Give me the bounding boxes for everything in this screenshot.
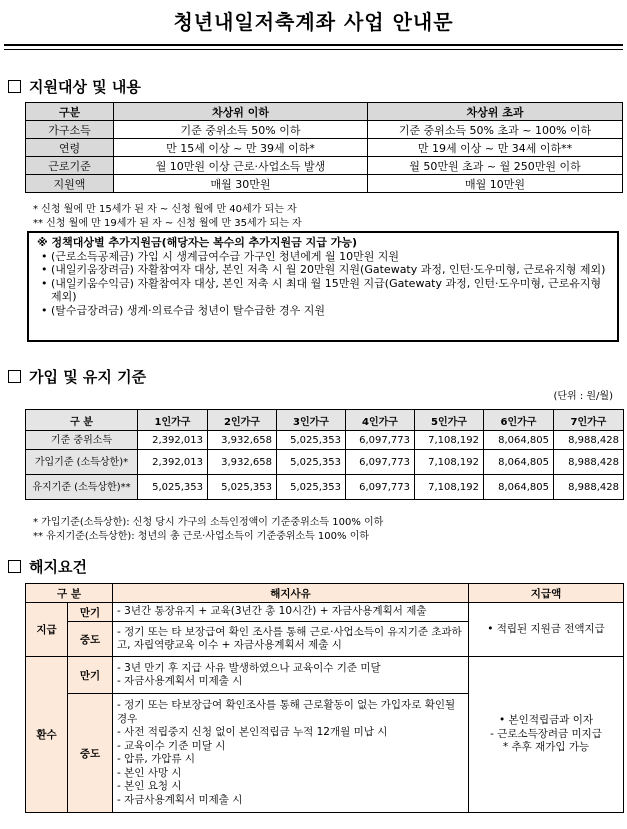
table-cell: 월 50만원 초과 ~ 월 250만원 이하 [368,157,623,175]
sub-label: 만기 [68,603,113,622]
termination-table [25,583,624,813]
table-cell: 7,108,192 [415,450,484,475]
table-cell: 3,932,658 [208,450,277,475]
table-cell: 5,025,353 [277,475,346,500]
table-cell: 3,932,658 [208,431,277,450]
table-cell: 기준 중위소득 50% 초과 ~ 100% 이하 [368,121,623,139]
table-cell: 8,064,805 [484,450,554,475]
title-rule-thick [4,44,623,46]
footnote: * 신청 월에 만 15세가 된 자 ~ 신청 월에 만 40세가 되는 자 [33,204,297,215]
section-heading-eligibility [8,76,141,97]
sub-label: 만기 [68,657,113,694]
square-bullet-icon [8,370,21,383]
income-criteria-table [25,409,624,500]
table-cell: 6,097,773 [346,450,415,475]
table-cell: 8,064,805 [484,475,554,500]
row-label: 기준 중위소득 [26,431,138,450]
table-row [26,657,624,694]
table-row [26,603,624,622]
table-cell: 월 10만원 이상 근로·사업소득 발생 [114,157,368,175]
table-header-cell: 5인가구 [415,410,484,431]
table-header-cell: 차상위 초과 [368,103,623,121]
section-heading-text: 지원대상 및 내용 [29,78,141,96]
table-header-row [26,410,624,431]
table-row [26,175,623,193]
table-row [26,157,623,175]
table-cell: 만 19세 이상 ~ 만 34세 이하** [368,139,623,157]
box-item: • (내일키움장려금) 자활참여자 대상, 본인 저축 시 월 20만원 지원(Gatewaty 과정, 인턴·도우미형, 근로유지형 제외) [41,263,606,276]
section-heading-text: 해지요건 [29,558,87,576]
box-item: • (탈수급장려금) 생계·의료수급 청년이 탈수급한 경우 지원 [41,303,325,317]
table-header-cell: 구 분 [26,584,113,603]
group-label-pay: 지급 [26,603,68,657]
table-row [26,450,624,475]
eligibility-table [25,102,623,193]
table-header-cell: 6인가구 [484,410,554,431]
table-header-cell: 7인가구 [554,410,624,431]
payout-cell: • 적립된 지원금 전액지급 [469,603,624,657]
table-cell: 기준 중위소득 50% 이하 [114,121,368,139]
payout-cell: • 본인적립금과 이자 - 근로소득장려금 미지급 * 추후 재가입 가능 [469,657,624,813]
box-item: • (근로소득공제금) 가입 시 생계급여수급 가구인 청년에게 월 10만원 지원 [41,249,400,263]
table-header-cell: 4인가구 [346,410,415,431]
table-cell: 만 15세 이상 ~ 만 39세 이하* [114,139,368,157]
reason-cell: - 정기 또는 타보장급여 확인조사를 통해 근로활동이 없는 가입자로 확인될 경우 - 사전 적립중지 신청 없이 본인적립금 누적 12개월 미납 시 - 교육이수 기준 미달 시 - 압류, 가압류 시 - 본인 사망 시 - 본인 요청 시 - 자금사용계획서 미제출 시 [113,694,469,813]
reason-cell: - 정기 또는 타 보장급여 확인 조사를 통해 근로·사업소득이 유지기준 초과하고, 자립역량교육 이수 + 자금사용계획서 제출 시 [113,622,469,657]
row-label: 유지기준 (소득상한)** [26,475,138,500]
title-rule-thin [4,49,623,50]
table-header-cell: 차상위 이하 [114,103,368,121]
table-cell: 8,064,805 [484,431,554,450]
group-label-refund: 환수 [26,657,68,813]
table-cell: 8,988,428 [554,475,624,500]
square-bullet-icon [8,80,21,93]
table-header-cell: 해지사유 [113,584,469,603]
reason-cell: - 3년 만기 후 지급 사유 발생하였으나 교육이수 기준 미달 - 자금사용계획서 미제출 시 [113,657,469,694]
table-header-row [26,103,623,121]
table-header-cell: 3인가구 [277,410,346,431]
additional-support-box [27,231,619,342]
table-cell: 7,108,192 [415,475,484,500]
box-title: ※ 정책대상별 추가지원금(해당자는 복수의 추가지원금 지급 가능) [37,236,357,249]
table-cell: 6,097,773 [346,431,415,450]
footnote: ** 유지기준(소득상한): 청년의 총 근로·사업소득이 기준중위소득 100% 이하 [33,531,370,542]
table-cell: 8,988,428 [554,431,624,450]
row-label: 가입기준 (소득상한)* [26,450,138,475]
table-cell: 매월 10만원 [368,175,623,193]
table-row [26,475,624,500]
section-heading-text: 가입 및 유지 기준 [29,368,147,386]
reason-cell: - 3년간 통장유지 + 교육(3년간 총 10시간) + 자금사용계획서 제출 [113,603,469,622]
table-header-cell: 구분 [26,103,114,121]
square-bullet-icon [8,560,21,573]
table-cell: 매월 30만원 [114,175,368,193]
table-header-cell: 지급액 [469,584,624,603]
table-row [26,431,624,450]
table-cell: 8,988,428 [554,450,624,475]
table-cell: 2,392,013 [138,450,208,475]
table-header-cell: 1인가구 [138,410,208,431]
table-row [26,139,623,157]
row-label: 연령 [26,139,114,157]
row-label: 가구소득 [26,121,114,139]
table-header-cell: 2인가구 [208,410,277,431]
box-item: • (내일키움수익금) 자활참여자 대상, 본인 저축 시 최대 월 15만원 지급(Gatewaty 과정, 인턴·도우미형, 근로유지형 제외) [41,276,602,303]
table-cell: 5,025,353 [277,450,346,475]
table-header-cell: 구 분 [26,410,138,431]
table-row [26,121,623,139]
table-cell: 2,392,013 [138,431,208,450]
sub-label: 중도 [68,622,113,657]
unit-label: (단위 : 원/월) [553,391,613,402]
table-cell: 5,025,353 [208,475,277,500]
table-header-row [26,584,624,603]
footnote: * 가입기준(소득상한): 신청 당시 가구의 소득인정액이 기준중위소득 100% 이하 [33,517,384,528]
table-cell: 5,025,353 [277,431,346,450]
section-heading-criteria [8,366,146,387]
table-cell: 7,108,192 [415,431,484,450]
row-label: 근로기준 [26,157,114,175]
row-label: 지원액 [26,175,114,193]
section-heading-termination [8,556,87,577]
footnote: ** 신청 월에 만 19세가 된 자 ~ 신청 월에 만 35세가 되는 자 [33,218,302,229]
table-cell: 6,097,773 [346,475,415,500]
table-cell: 5,025,353 [138,475,208,500]
sub-label: 중도 [68,694,113,813]
page-title: 청년내일저축계좌 사업 안내문 [173,10,454,34]
